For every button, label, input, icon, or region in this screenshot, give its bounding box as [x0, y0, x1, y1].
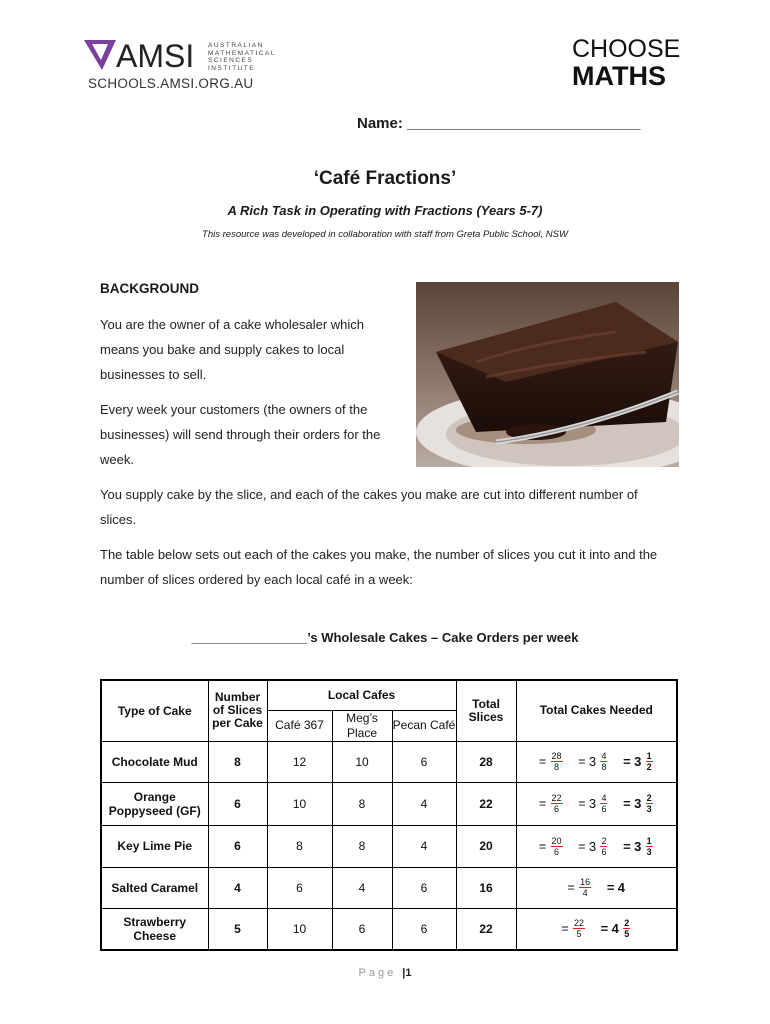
cake-name: Orange Poppyseed (GF) — [101, 782, 208, 825]
header-megs-place: Meg’s Place — [332, 710, 392, 741]
cafe-367-order: 10 — [267, 908, 332, 950]
cafe-367-order: 12 — [267, 741, 332, 782]
table-row — [101, 741, 677, 782]
table-row — [101, 908, 677, 950]
megs-place-order: 8 — [332, 825, 392, 867]
page-separator: | — [402, 967, 406, 979]
total-slices: 22 — [456, 908, 516, 950]
cake-name: Strawberry Cheese — [101, 908, 208, 950]
amsi-wordmark: AMSI — [116, 38, 195, 74]
page-title: ‘Café Fractions’ — [313, 168, 457, 189]
slices-per-cake: 8 — [208, 741, 267, 782]
page-footer — [0, 967, 770, 979]
header-total-slices: Total Slices — [456, 680, 516, 741]
megs-place-order: 10 — [332, 741, 392, 782]
total-slices: 22 — [456, 782, 516, 825]
page-subtitle: A Rich Task in Operating with Fractions (Years 5-7) — [227, 203, 543, 218]
page-label: Page — [358, 967, 397, 979]
total-cakes-needed: = $\frac{22}{6}$ = 3 $\frac{4}{6}$ = 3 $\frac{2}{3}$ — [516, 782, 677, 825]
table-row — [101, 867, 677, 908]
background-paragraph-4: The table below sets out each of the cakes you make, the number of slices you cut it into and the number of slices ordered by each local café in a week: — [100, 547, 658, 587]
background-paragraph-3: You supply cake by the slice, and each of the cakes you make are cut into different number of slices. — [100, 487, 638, 527]
total-slices: 16 — [456, 867, 516, 908]
name-field: Name: ____________________________ — [357, 115, 641, 132]
choose-maths-logo — [572, 36, 692, 90]
total-cakes-needed: = $\frac{16}{4}$ = 4 — [516, 867, 677, 908]
total-slices: 20 — [456, 825, 516, 867]
cafe-367-order: 10 — [267, 782, 332, 825]
background-paragraph-1: You are the owner of a cake wholesaler which means you bake and supply cakes to local businesses to sell. — [100, 317, 365, 382]
slices-per-cake: 6 — [208, 782, 267, 825]
total-cakes-needed: = $\frac{20}{6}$ = 3 $\frac{2}{6}$ = 3 $\frac{1}{3}$ — [516, 825, 677, 867]
background-heading: BACKGROUND — [100, 281, 199, 296]
page-number: 1 — [405, 967, 412, 979]
table-heading: ________________’s Wholesale Cakes – Cake Orders per week — [191, 630, 579, 645]
cake-name: Salted Caramel — [101, 867, 208, 908]
choose-word: CHOOSE — [572, 35, 681, 63]
total-slices: 28 — [456, 741, 516, 782]
amsi-logo — [82, 38, 276, 94]
total-cakes-needed: = $\frac{22}{5}$ = 4 $\frac{2}{5}$ — [516, 908, 677, 950]
background-paragraph-2: Every week your customers (the owners of the businesses) will send through their orders for the week. — [100, 402, 381, 467]
pecan-cafe-order: 6 — [392, 908, 456, 950]
megs-place-order: 8 — [332, 782, 392, 825]
slices-per-cake: 4 — [208, 867, 267, 908]
pecan-cafe-order: 6 — [392, 741, 456, 782]
amsi-subtitle: AUSTRALIAN MATHEMATICAL SCIENCES INSTITUTE — [208, 42, 276, 72]
table-row — [101, 825, 677, 867]
amsi-url: SCHOOLS.AMSI.ORG.AU — [88, 76, 254, 91]
maths-word: MATHS — [572, 61, 666, 91]
header-total-cakes-needed: Total Cakes Needed — [516, 680, 677, 741]
cake-orders-table — [100, 679, 678, 951]
cafe-367-order: 8 — [267, 825, 332, 867]
header-slices-per-cake: Number of Slices per Cake — [208, 680, 267, 741]
table-row — [101, 782, 677, 825]
total-cakes-needed: = $\frac{28}{8}$ = 3 $\frac{4}{8}$ = 3 $\frac{1}{2}$ — [516, 741, 677, 782]
slices-per-cake: 6 — [208, 825, 267, 867]
slices-per-cake: 5 — [208, 908, 267, 950]
pecan-cafe-order: 4 — [392, 825, 456, 867]
megs-place-order: 4 — [332, 867, 392, 908]
header-pecan-cafe: Pecan Café — [392, 710, 456, 741]
cake-name: Key Lime Pie — [101, 825, 208, 867]
pecan-cafe-order: 4 — [392, 782, 456, 825]
header-type-of-cake: Type of Cake — [101, 680, 208, 741]
cake-name: Chocolate Mud — [101, 741, 208, 782]
header-cafe-367: Café 367 — [267, 710, 332, 741]
header-local-cafes: Local Cafes — [267, 680, 456, 710]
megs-place-order: 6 — [332, 908, 392, 950]
cafe-367-order: 6 — [267, 867, 332, 908]
pecan-cafe-order: 6 — [392, 867, 456, 908]
credit-note: This resource was developed in collaboration with staff from Greta Public School, NSW — [202, 229, 568, 240]
amsi-triangle-icon — [82, 38, 118, 72]
chocolate-cake-photo — [416, 282, 679, 467]
